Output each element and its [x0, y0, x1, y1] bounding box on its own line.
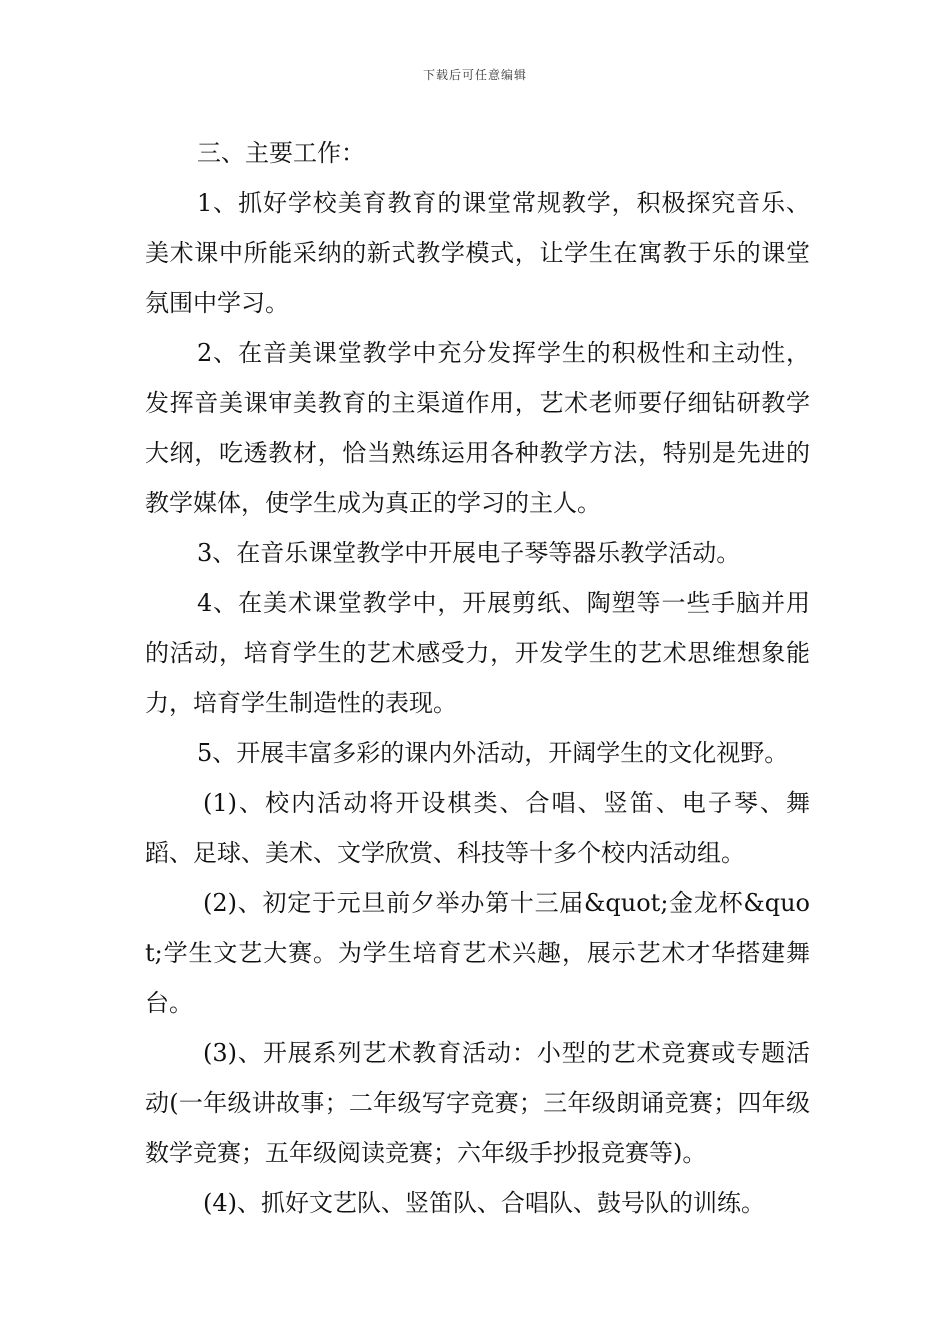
paragraph-9: (4)、抓好文艺队、竖笛队、合唱队、鼓号队的训练。: [203, 1189, 765, 1217]
paragraph-3: 3、在音乐课堂教学中开展电子琴等器乐教学活动。: [197, 539, 741, 567]
header-note: 下载后可任意编辑: [422, 68, 527, 82]
document-body: [145, 128, 810, 1228]
paragraph-6: (1)、校内活动将开设棋类、合唱、竖笛、电子琴、舞蹈、足球、美术、文学欣赏、科技等十多个校内活动组。: [145, 789, 810, 867]
paragraph-7: (2)、初定于元旦前夕举办第十三届&quot;金龙杯&quot;学生文艺大赛。为学生培育艺术兴趣，展示艺术才华搭建舞台。: [145, 889, 810, 1017]
paragraph-5: 5、开展丰富多彩的课内外活动，开阔学生的文化视野。: [197, 739, 789, 767]
paragraph-4: 4、在美术课堂教学中，开展剪纸、陶塑等一些手脑并用的活动，培育学生的艺术感受力，开发学生的艺术思维想象能力，培育学生制造性的表现。: [145, 589, 810, 717]
paragraph-8: (3)、开展系列艺术教育活动：小型的艺术竞赛或专题活动(一年级讲故事；二年级写字竞赛；三年级朗诵竞赛；四年级数学竞赛；五年级阅读竞赛；六年级手抄报竞赛等)。: [145, 1039, 810, 1167]
section-title: 三、主要工作：: [197, 139, 365, 167]
paragraph-2: 2、在音美课堂教学中充分发挥学生的积极性和主动性，发挥音美课审美教育的主渠道作用，艺术老师要仔细钻研教学大纲，吃透教材，恰当熟练运用各种教学方法，特别是先进的教学媒体，使学生成为真正的学习的主人。: [145, 339, 810, 517]
paragraph-1: 1、抓好学校美育教育的课堂常规教学，积极探究音乐、美术课中所能采纳的新式教学模式，让学生在寓教于乐的课堂氛围中学习。: [145, 189, 810, 317]
